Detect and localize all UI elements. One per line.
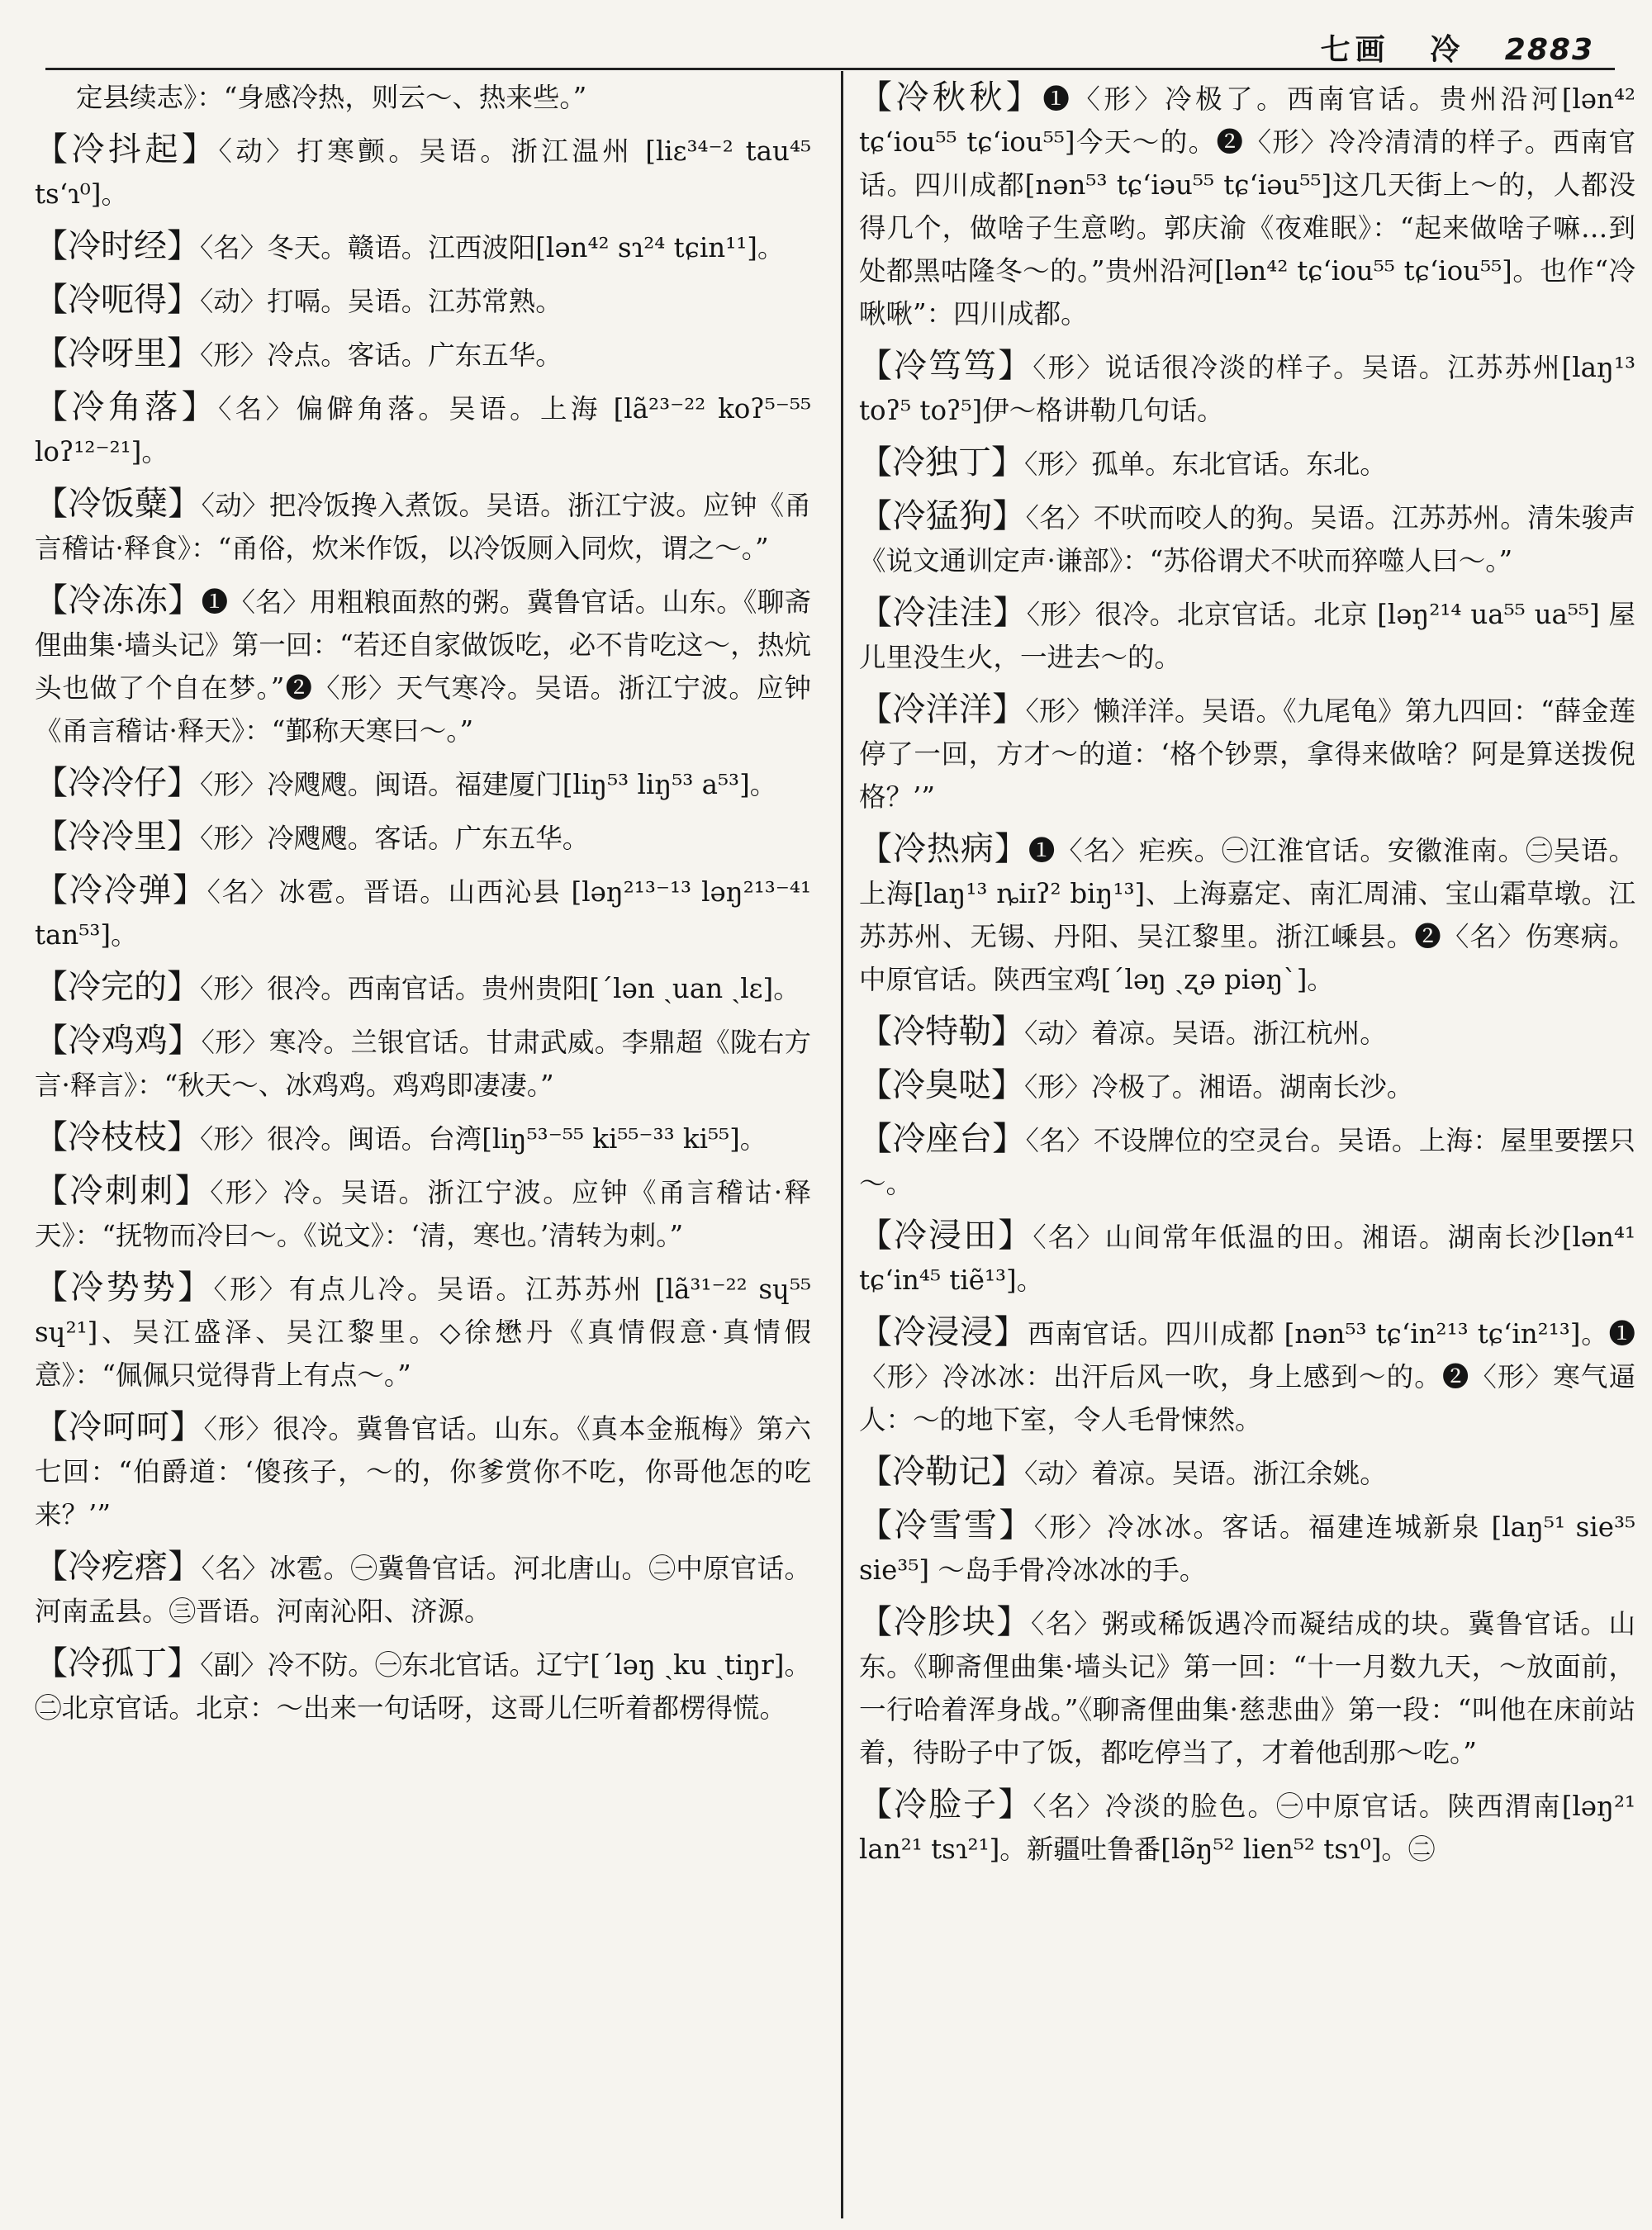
definition: 〈形〉冷极了。湘语。湖南长沙。 <box>1024 1071 1414 1103</box>
dictionary-entry <box>35 332 811 377</box>
section-label: 七画 <box>1320 32 1390 67</box>
dictionary-entry <box>859 441 1635 486</box>
headword: 【冷时经】 <box>35 227 200 265</box>
dictionary-entry <box>35 128 811 216</box>
headword: 【冷冷仔】 <box>35 764 200 802</box>
definition: 〈副〉冷不防。㊀东北官话。辽宁[ˊləŋ ˏku ˏtiŋr]。㊁北京官话。北京：～出来一句话呀，这哥儿仨听着都楞得慌。 <box>35 1649 811 1724</box>
headword: 【冷饭糵】 <box>35 485 202 523</box>
dictionary-entry <box>35 1116 811 1160</box>
dictionary-entry <box>859 495 1635 582</box>
definition: 〈形〉冷飕飕。闽语。福建厦门[liŋ⁵³ liŋ⁵³ a⁵³]。 <box>200 769 777 800</box>
definition: 〈动〉打寒颤。吴语。浙江温州 [liɛ³⁴⁻² tau⁴⁵ tsʻɿ⁰]。 <box>35 135 811 210</box>
definition: 〈动〉打嗝。吴语。江苏常熟。 <box>200 286 563 317</box>
definition: 〈形〉懒洋洋。吴语。《九尾龟》第九四回：“薛金莲停了一回，方才～的道：‘格个钞票，拿得来做啥？阿是算送拨倪格？’” <box>859 695 1635 813</box>
dictionary-entry <box>35 815 811 860</box>
definition: 〈形〉很冷。西南官话。贵州贵阳[ˊlən ˏuan ˏlɛ]。 <box>200 973 800 1004</box>
entry-continuation <box>35 76 811 119</box>
definition: 〈形〉很冷。冀鲁官话。山东。《真本金瓶梅》第六七回：“伯爵道：‘傻孩子，～的，你爹赏你不吃，你哥他怎的吃来？’” <box>35 1413 811 1530</box>
headword: 【冷胗块】 <box>859 1603 1031 1641</box>
headword: 【冷臭哒】 <box>859 1066 1024 1104</box>
dictionary-entry <box>35 278 811 323</box>
dictionary-entry <box>859 1783 1635 1871</box>
dictionary-entry <box>859 1117 1635 1205</box>
dictionary-entry <box>35 869 811 956</box>
running-head <box>1296 26 1594 69</box>
headword: 【冷洼洼】 <box>859 594 1027 632</box>
headword: 【冷呵呵】 <box>35 1408 204 1446</box>
headword: 【冷刺刺】 <box>35 1172 211 1210</box>
dictionary-entry <box>859 1064 1635 1108</box>
dictionary-entry <box>35 482 811 570</box>
definition: ❶〈名〉疟疾。㊀江淮官话。安徽淮南。㊁吴语。上海[laŋ¹³ ȵiɪʔ² biŋ¹³]、上海嘉定、南汇周浦、宝山霜草墩。江苏苏州、无锡、丹阳、吴江黎里。浙江嵊县。❷〈名〉伤寒病。中原官话。陕西宝鸡[ˊləŋ ˏʐə piəŋˋ]。 <box>859 835 1635 995</box>
head-character: 冷 <box>1430 32 1465 67</box>
definition: 〈形〉冷飕飕。客话。广东五华。 <box>200 823 590 854</box>
definition: 〈名〉冬天。赣语。江西波阳[lən⁴² sɿ²⁴ tɕin¹¹]。 <box>200 232 785 263</box>
definition: 〈名〉不吠而咬人的狗。吴语。江苏苏州。清朱骏声《说文通训定声·谦部》：“苏俗谓犬不吠而猝噬人曰～。” <box>859 502 1635 576</box>
headword: 【冷枝枝】 <box>35 1118 200 1156</box>
dictionary-entry <box>35 1545 811 1633</box>
definition: ❶〈名〉用粗粮面熬的粥。冀鲁官话。山东。《聊斋俚曲集·墙头记》第一回：“若还自家做饭吃，必不肯吃这～，热炕头也做了个自在梦。”❷〈形〉天气寒冷。吴语。浙江宁波。应钟《甬言稽诂·释天》：“鄞称天寒曰～。” <box>35 586 811 747</box>
definition: 〈形〉寒冷。兰银官话。甘肃武威。李鼎超《陇右方言·释言》：“秋天～、冰鸡鸡。鸡鸡即凄凄。” <box>35 1027 811 1101</box>
definition: 〈形〉说话很冷淡的样子。吴语。江苏苏州[laŋ¹³ toʔ⁵ toʔ⁵]伊～格讲勒几句话。 <box>859 352 1635 426</box>
headword: 【冷呀里】 <box>35 334 200 372</box>
definition: 〈名〉不设牌位的空灵台。吴语。上海：屋里要摆只～。 <box>859 1125 1635 1199</box>
dictionary-entry <box>35 1266 811 1397</box>
headword: 【冷鸡鸡】 <box>35 1022 202 1060</box>
dictionary-entry <box>859 344 1635 432</box>
headword: 【冷孤丁】 <box>35 1644 201 1682</box>
definition: 〈名〉冰雹。晋语。山西沁县 [ləŋ²¹³⁻¹³ ləŋ²¹³⁻⁴¹ tan⁵³]。 <box>35 876 811 951</box>
headword: 【冷浸田】 <box>859 1217 1033 1255</box>
header-rule <box>45 68 1615 70</box>
headword: 【冷独丁】 <box>859 444 1024 482</box>
dictionary-entry <box>859 1311 1635 1441</box>
definition: 〈形〉冷冰冰。客话。福建连城新泉 [laŋ⁵¹ sie³⁵ sie³⁵] ～岛手骨冷冰冰的手。 <box>859 1511 1636 1586</box>
definition: 〈动〉着凉。吴语。浙江杭州。 <box>1024 1018 1387 1049</box>
headword: 【冷疙瘩】 <box>35 1548 202 1586</box>
definition: 〈名〉粥或稀饭遇冷而凝结成的块。冀鲁官话。山东。《聊斋俚曲集·墙头记》第一回：“十一月数九天，～放面前，一行哈着浑身战。”《聊斋俚曲集·慈悲曲》第一段：“叫他在床前站着，待盼子中了饭，都吃停当了，才着他刮那～吃。” <box>859 1608 1635 1768</box>
definition: 定县续志》：“身感冷热，则云～、热来些。” <box>76 82 587 113</box>
dictionary-entry <box>35 386 811 473</box>
headword: 【冷雪雪】 <box>859 1506 1034 1544</box>
definition: 〈名〉冷淡的脸色。㊀中原官话。陕西渭南[ləŋ²¹ lan²¹ tsɿ²¹]。新疆吐鲁番[lə̃ŋ⁵² lien⁵² tsɿ⁰]。㊁ <box>859 1791 1636 1865</box>
definition: 〈形〉孤单。东北官话。东北。 <box>1024 448 1387 480</box>
dictionary-entry <box>859 1214 1635 1302</box>
headword: 【冷势势】 <box>35 1269 214 1307</box>
page-number: 2883 <box>1504 33 1594 67</box>
dictionary-entry <box>35 225 811 269</box>
dictionary-entry <box>35 1406 811 1536</box>
headword: 【冷浸浸】 <box>859 1313 1028 1351</box>
definition: 〈名〉冰雹。㊀冀鲁官话。河北唐山。㊁中原官话。河南孟县。㊂晋语。河南沁阳、济源。 <box>35 1553 811 1627</box>
definition: ❶〈形〉冷极了。西南官话。贵州沿河[lən⁴² tɕʻiou⁵⁵ tɕʻiou⁵⁵]今天～的。❷〈形〉冷冷清清的样子。西南官话。四川成都[nən⁵³ tɕʻiəu⁵⁵ tɕʻiəu⁵⁵]这几天街上～的，人都没得几个，做啥子生意哟。郭庆渝《夜难眠》：“起来做啥子嘛…到处都黑咕隆冬～的。”贵州沿河[lən⁴² tɕʻiou⁵⁵ tɕʻiou⁵⁵]。也作“冷啾啾”：四川成都。 <box>859 83 1636 330</box>
headword: 【冷角落】 <box>35 388 219 426</box>
headword: 【冷冷弹】 <box>35 871 207 909</box>
column-divider <box>841 71 843 2218</box>
definition: 〈动〉把冷饭搀入煮饭。吴语。浙江宁波。应钟《甬言稽诂·释食》：“甬俗，炊米作饭，以冷饭厕入同炊，谓之～。” <box>35 490 811 564</box>
headword: 【冷猛狗】 <box>859 497 1026 535</box>
dictionary-entry <box>859 1010 1635 1055</box>
headword: 【冷秋秋】 <box>859 78 1043 116</box>
headword: 【冷特勒】 <box>859 1013 1024 1051</box>
definition: 〈形〉很冷。闽语。台湾[liŋ⁵³⁻⁵⁵ ki⁵⁵⁻³³ ki⁵⁵]。 <box>200 1123 767 1155</box>
definition: 〈形〉很冷。北京官话。北京 [ləŋ²¹⁴ ua⁵⁵ ua⁵⁵] 屋儿里没生火，一进去～的。 <box>859 599 1636 673</box>
dictionary-entry <box>859 591 1635 679</box>
right-column <box>859 76 1635 1880</box>
definition: 〈动〉着凉。吴语。浙江余姚。 <box>1024 1458 1387 1489</box>
dictionary-entry <box>35 1642 811 1729</box>
headword: 【冷热病】 <box>859 830 1028 868</box>
definition: 〈形〉有点儿冷。吴语。江苏苏州 [lã³¹⁻²² sɥ⁵⁵ sɥ²¹]、吴江盛泽、吴江黎里。◇徐懋丹《真情假意·真情假意》：“佩佩只觉得背上有点～。” <box>35 1274 811 1391</box>
dictionary-entry <box>859 76 1635 335</box>
headword: 【冷脸子】 <box>859 1786 1033 1824</box>
headword: 【冷完的】 <box>35 968 200 1006</box>
headword: 【冷座台】 <box>859 1120 1026 1158</box>
dictionary-entry <box>35 1019 811 1107</box>
dictionary-entry <box>859 1601 1635 1774</box>
dictionary-entry <box>859 1450 1635 1495</box>
dictionary-entry <box>859 1504 1635 1592</box>
dictionary-entry <box>35 762 811 806</box>
definition: 〈名〉偏僻角落。吴语。上海 [lã²³⁻²² koʔ⁵⁻⁵⁵ loʔ¹²⁻²¹]。 <box>35 393 811 467</box>
headword: 【冷洋洋】 <box>859 690 1026 728</box>
page-header <box>41 17 1611 74</box>
dictionary-entry <box>859 828 1635 1001</box>
headword: 【冷笃笃】 <box>859 347 1033 385</box>
dictionary-entry <box>859 688 1635 818</box>
dictionary-entry <box>35 1170 811 1257</box>
dictionary-entry <box>35 579 811 752</box>
definition: 西南官话。四川成都 [nən⁵³ tɕʻin²¹³ tɕʻin²¹³]。❶〈形〉冷冰冰：出汗后风一吹，身上感到～的。❷〈形〉寒气逼人：～的地下室，令人毛骨悚然。 <box>859 1318 1636 1435</box>
definition: 〈形〉冷点。客话。广东五华。 <box>200 339 563 371</box>
headword: 【冷抖起】 <box>35 130 219 168</box>
definition: 〈名〉山间常年低温的田。湘语。湖南长沙[lən⁴¹ tɕʻin⁴⁵ tiẽ¹³]。 <box>859 1222 1636 1296</box>
dictionary-entry <box>35 966 811 1010</box>
headword: 【冷冻冻】 <box>35 581 202 619</box>
definition: 〈形〉冷。吴语。浙江宁波。应钟《甬言稽诂·释天》：“抚物而冷曰～。《说文》：‘清，寒也。’清转为刺。” <box>35 1177 811 1251</box>
left-column <box>35 76 811 1739</box>
headword: 【冷勒记】 <box>859 1453 1024 1491</box>
headword: 【冷冷里】 <box>35 818 200 856</box>
headword: 【冷呃得】 <box>35 281 200 319</box>
